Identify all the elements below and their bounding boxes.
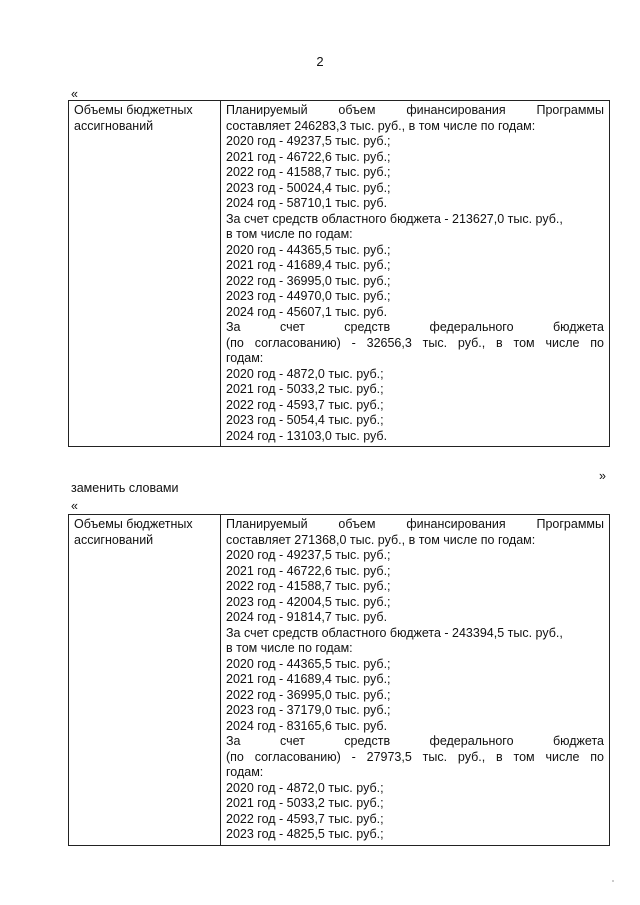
text-line: (по согласованию) - 27973,5 тыс. руб., в том числе по [226, 749, 604, 764]
text-line: (по согласованию) - 32656,3 тыс. руб., в том числе по [226, 335, 604, 350]
text-line: 2020 год - 49237,5 тыс. руб.; [226, 134, 391, 148]
new-label-cell [69, 515, 221, 846]
table-row [69, 515, 610, 846]
old-content-cell [221, 101, 610, 447]
text-line: 2023 год - 44970,0 тыс. руб.; [226, 289, 391, 303]
new-budget-table [68, 514, 610, 846]
text-line: в том числе по годам: [226, 227, 353, 241]
text-line: составляет 246283,3 тыс. руб., в том числе по годам: [226, 118, 536, 133]
text-line: 2021 год - 41689,4 тыс. руб.; [226, 258, 391, 272]
text-line: 2021 год - 41689,4 тыс. руб.; [226, 672, 391, 686]
text-line: Планируемый объем финансирования Программы [226, 517, 604, 531]
text-line: составляет 271368,0 тыс. руб., в том числе по годам: [226, 532, 536, 547]
label-line: ассигнований [74, 532, 154, 547]
text-line: 2024 год - 45607,1 тыс. руб. [226, 304, 388, 319]
text-line: годам: [226, 351, 264, 365]
text-line: 2023 год - 37179,0 тыс. руб.; [226, 703, 391, 717]
replace-instruction: заменить словами [71, 481, 179, 495]
text-line: 2021 год - 46722,6 тыс. руб.; [226, 149, 391, 164]
label-line: Объемы бюджетных [74, 517, 193, 531]
text-line: За счет средств федерального бюджета [226, 320, 604, 334]
text-line: За счет средств федерального бюджета [226, 734, 604, 748]
old-label-cell [69, 101, 221, 447]
text-line: годам: [226, 765, 264, 779]
text-line: За счет средств областного бюджета - 243394,5 тыс. руб., [226, 625, 563, 640]
text-line: За счет средств областного бюджета - 213627,0 тыс. руб., [226, 211, 563, 226]
text-line: 2020 год - 44365,5 тыс. руб.; [226, 656, 391, 671]
old-budget-table [68, 100, 610, 447]
text-line: 2022 год - 41588,7 тыс. руб.; [226, 165, 391, 179]
label-line: ассигнований [74, 118, 154, 133]
text-line: 2024 год - 58710,1 тыс. руб. [226, 196, 388, 210]
text-line: 2023 год - 50024,4 тыс. руб.; [226, 180, 391, 195]
text-line: 2020 год - 4872,0 тыс. руб.; [226, 366, 384, 381]
text-line: 2022 год - 36995,0 тыс. руб.; [226, 273, 391, 288]
text-line: 2020 год - 44365,5 тыс. руб.; [226, 242, 391, 257]
new-content-cell [221, 515, 610, 846]
text-line: в том числе по годам: [226, 641, 353, 655]
text-line: 2022 год - 36995,0 тыс. руб.; [226, 687, 391, 702]
text-line: 2022 год - 4593,7 тыс. руб.; [226, 397, 384, 412]
text-line: 2023 год - 5054,4 тыс. руб.; [226, 413, 384, 427]
page-number: 2 [316, 54, 324, 69]
text-line: 2020 год - 4872,0 тыс. руб.; [226, 780, 384, 795]
text-line: 2023 год - 42004,5 тыс. руб.; [226, 594, 391, 609]
text-line: Планируемый объем финансирования Программы [226, 103, 604, 117]
text-line: 2022 год - 41588,7 тыс. руб.; [226, 579, 391, 593]
text-line: 2021 год - 46722,6 тыс. руб.; [226, 563, 391, 578]
text-line: 2023 год - 4825,5 тыс. руб.; [226, 827, 384, 841]
table-row [69, 101, 610, 447]
text-line: 2024 год - 13103,0 тыс. руб. [226, 428, 388, 443]
text-line: 2021 год - 5033,2 тыс. руб.; [226, 382, 384, 396]
text-line: 2024 год - 83165,6 тыс. руб. [226, 718, 388, 733]
text-line: 2022 год - 4593,7 тыс. руб.; [226, 811, 384, 826]
text-line: 2024 год - 91814,7 тыс. руб. [226, 610, 388, 624]
label-line: Объемы бюджетных [74, 103, 193, 117]
scan-speck [612, 880, 614, 882]
open-quote-old: « [71, 87, 78, 101]
text-line: 2020 год - 49237,5 тыс. руб.; [226, 548, 391, 562]
open-quote-new: « [71, 499, 78, 513]
text-line: 2021 год - 5033,2 тыс. руб.; [226, 796, 384, 810]
close-quote-old: » [599, 469, 606, 483]
